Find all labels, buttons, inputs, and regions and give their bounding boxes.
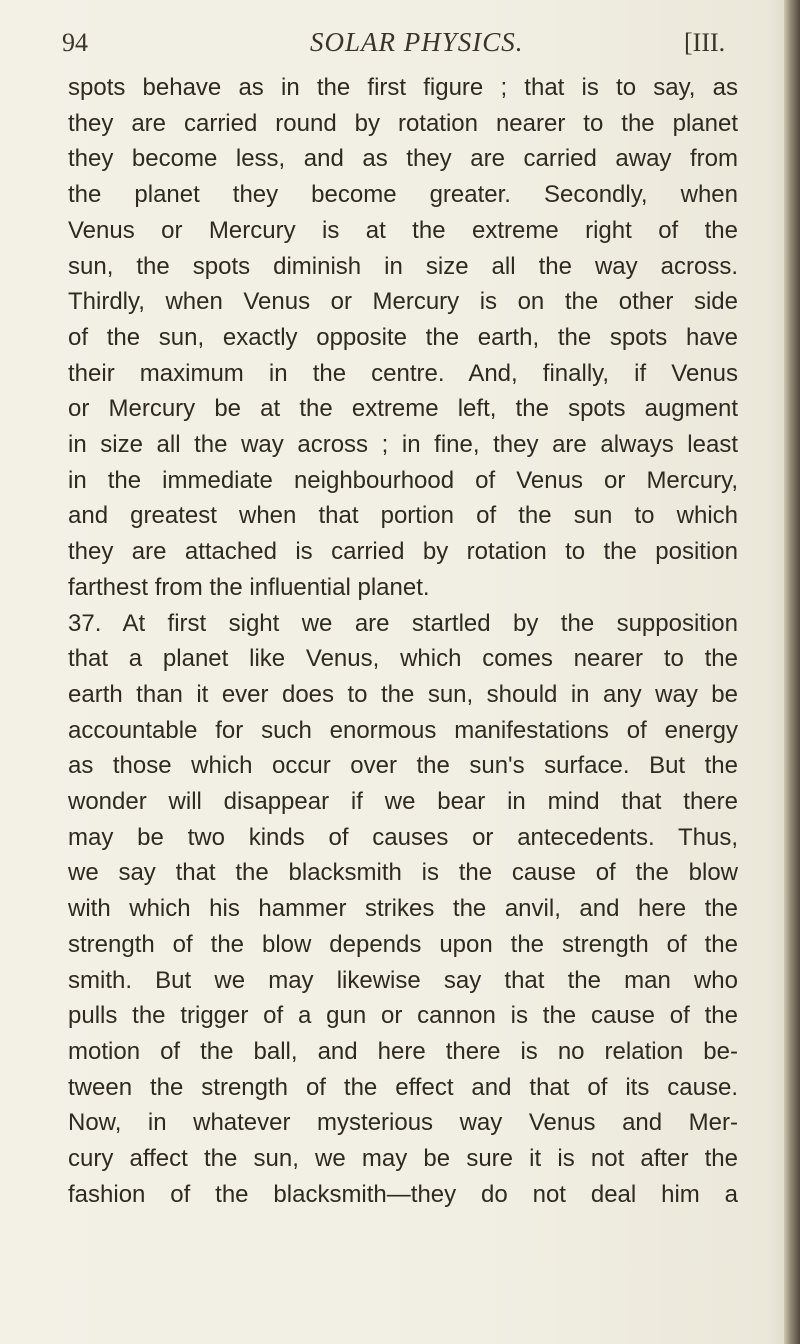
text-line: their maximum in the centre. And, finally, if Venus: [68, 359, 738, 387]
page-edge-shadow: [784, 0, 800, 1344]
text-line: of the sun, exactly opposite the earth, the spots have: [68, 323, 738, 351]
text-line: motion of the ball, and here there is no relation be-: [68, 1037, 738, 1065]
text-line: Thirdly, when Venus or Mercury is on the other side: [68, 288, 738, 316]
text-line: tween the strength of the effect and that of its cause.: [68, 1073, 738, 1101]
text-line: spots behave as in the first figure ; that is to say, as: [68, 74, 738, 101]
text-line: Now, in whatever mysterious way Venus and Mer-: [68, 1109, 738, 1137]
text-line: earth than it ever does to the sun, should in any way be: [68, 680, 738, 708]
text-line: or Mercury be at the extreme left, the spots augment: [68, 395, 738, 423]
text-line: cury affect the sun, we may be sure it is not after the: [68, 1145, 738, 1173]
text-line: with which his hammer strikes the anvil, and here the: [68, 895, 738, 923]
text-line: the planet they become greater. Secondly, when: [68, 181, 738, 209]
text-line: they become less, and as they are carried away from: [68, 145, 738, 173]
running-title: SOLAR PHYSICS.: [310, 27, 524, 57]
text-line: pulls the trigger of a gun or cannon is the cause of the: [68, 1002, 738, 1030]
text-line: farthest from the influential planet.: [68, 573, 430, 601]
text-line: and greatest when that portion of the sun to which: [68, 502, 738, 530]
text-line: in size all the way across ; in fine, they are always least: [68, 431, 738, 459]
text-line: fashion of the blacksmith—they do not deal him a: [68, 1180, 738, 1208]
text-line: sun, the spots diminish in size all the way across.: [68, 252, 738, 280]
text-line: strength of the blow depends upon the strength of the: [68, 930, 738, 958]
text-line: wonder will disappear if we bear in mind that there: [68, 788, 738, 816]
page-number: 94: [62, 28, 88, 57]
text-line: 37. At first sight we are startled by the supposition: [68, 609, 738, 637]
body-text: [68, 70, 738, 1213]
text-line: they are attached is carried by rotation to the position: [68, 538, 738, 566]
text-line: smith. But we may likewise say that the man who: [68, 966, 738, 994]
text-line: as those which occur over the sun's surface. But the: [68, 752, 738, 780]
text-line: accountable for such enormous manifestations of energy: [68, 716, 738, 744]
text-line: in the immediate neighbourhood of Venus or Mercury,: [68, 466, 738, 494]
text-line: they are carried round by rotation nearer to the planet: [68, 109, 738, 137]
text-line: we say that the blacksmith is the cause of the blow: [68, 859, 738, 887]
page-header: [62, 28, 742, 64]
section-mark: [III.: [684, 28, 726, 57]
text-line: that a planet like Venus, which comes nearer to the: [68, 645, 738, 673]
text-line: may be two kinds of causes or antecedents. Thus,: [68, 823, 738, 851]
text-line: Venus or Mercury is at the extreme right of the: [68, 216, 738, 244]
